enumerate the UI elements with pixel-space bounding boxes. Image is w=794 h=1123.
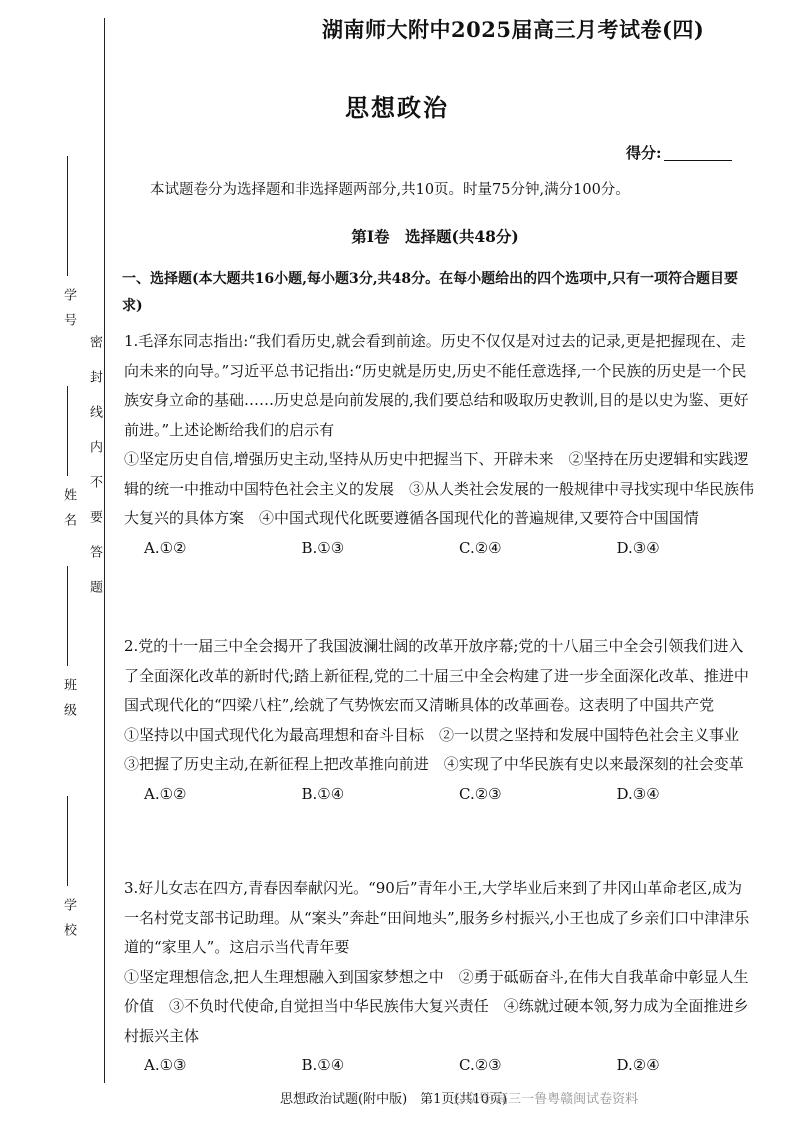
score-label: 得分: — [626, 144, 662, 162]
option-b: B.①③ — [301, 538, 345, 557]
exam-title: 湖南师大附中2025届高三月考试卷(四) — [322, 17, 705, 42]
option-row — [124, 780, 754, 810]
question-1 — [124, 327, 754, 563]
watermark: 公众号·高三一鲁粤赣闽试卷资料 — [452, 1092, 639, 1107]
score-field — [626, 142, 732, 163]
question-stem: 3.好儿女志在四方,青春因奉献闪光。“90后”青年小王,大学毕业后来到了井冈山革命老区,成为一名村党支部书记助理。从“案头”奔赴“田间地头”,服务乡村振兴,小王也成了乡亲们口中津津乐道的“家里人”。这启示当代青年要 — [124, 879, 750, 956]
page-number: 思想政治试题(附中版) 第1页(共10页) — [280, 1092, 508, 1107]
section-title: 第Ⅰ卷 选择题(共48分) — [351, 227, 519, 246]
class-underline — [67, 566, 69, 666]
exam-intro: 本试题卷分为选择题和非选择题两部分,共10页。时量75分钟,满分100分。 — [150, 182, 630, 198]
option-d: D.③④ — [616, 538, 660, 557]
student-id-underline — [67, 156, 69, 276]
class-label: 班级 — [61, 678, 76, 729]
question-2 — [124, 632, 754, 809]
name-field — [62, 380, 75, 538]
part-instructions: 一、选择题(本大题共16小题,每小题3分,共48分。在每小题给出的四个选项中,只有一项符合题目要求) — [122, 271, 738, 314]
option-row — [124, 1051, 754, 1081]
class-field — [62, 560, 75, 728]
option-a: A.①③ — [144, 1056, 187, 1074]
school-field — [62, 790, 75, 948]
question-stem: 2.党的十一届三中全会揭开了我国波澜壮阔的改革开放序幕;党的十八届三中全会引领我们进入了全面深化改革的新时代;踏上新征程,党的二十届三中全会构建了进一步全面深化改革、推进中国式现代化的“四梁八柱”,绘就了气势恢宏而又清晰具体的改革画卷。这表明了中国共产党 — [124, 637, 749, 714]
subject-title: 思想政治 — [345, 93, 449, 122]
option-a: A.①② — [144, 538, 187, 557]
school-label: 学校 — [61, 898, 76, 949]
school-underline — [67, 796, 69, 886]
question-statements: ①坚定理想信念,把人生理想融入到国家梦想之中 ②勇于砥砺奋斗,在伟大自我革命中彰显人生价值 ③不负时代使命,自觉担当中华民族伟大复兴责任 ④练就过硬本领,努力成为全面推进乡村振兴主体 — [124, 967, 749, 1045]
question-stem: 1.毛泽东同志指出:“我们看历史,就会看到前途。历史不仅仅是对过去的记录,更是把握现在、走向未来的向导。”习近平总书记指出:“历史就是历史,历史不能任意选择,一个民族的历史是一个民族安身立命的基础……历史总是向前发展的,我们要总结和吸取历史教训,目的是以史为鉴、更好前进。”上述论断给我们的启示有 — [124, 332, 749, 439]
option-c: C.②④ — [459, 538, 502, 557]
option-c: C.②③ — [459, 784, 502, 803]
question-statements: ①坚持以中国式现代化为最高理想和奋斗目标 ②一以贯之坚持和发展中国特色社会主义事业 ③把握了历史主动,在新征程上把改革推向前进 ④实现了中华民族有史以来最深刻的社会变革 — [124, 725, 755, 773]
option-b: B.①④ — [301, 1056, 345, 1074]
name-label: 姓名 — [61, 488, 76, 539]
question-statements: ①坚定历史自信,增强历史主动,坚持从历史中把握当下、开辟未来 ②坚持在历史逻辑和实践逻辑的统一中推动中国特色社会主义的发展 ③从人类社会发展的一般规律中寻找实现中华民族伟大复兴的具体方案 ④中国式现代化既要遵循各国现代化的普遍规律,又要符合中国国情 — [124, 450, 755, 527]
option-b: B.①④ — [301, 784, 345, 803]
binding-line — [104, 18, 105, 1083]
question-3 — [124, 874, 754, 1081]
seal-notice: 密封线内不要答题 — [87, 335, 102, 615]
option-a: A.①② — [144, 784, 187, 803]
option-row — [124, 534, 754, 564]
student-id-label: 学号 — [61, 288, 76, 339]
score-blank — [664, 160, 732, 161]
name-underline — [67, 386, 69, 476]
binding-strip — [0, 0, 118, 1123]
option-c: C.②③ — [459, 1056, 502, 1074]
option-d: D.③④ — [616, 784, 660, 803]
option-d: D.②④ — [616, 1056, 660, 1074]
